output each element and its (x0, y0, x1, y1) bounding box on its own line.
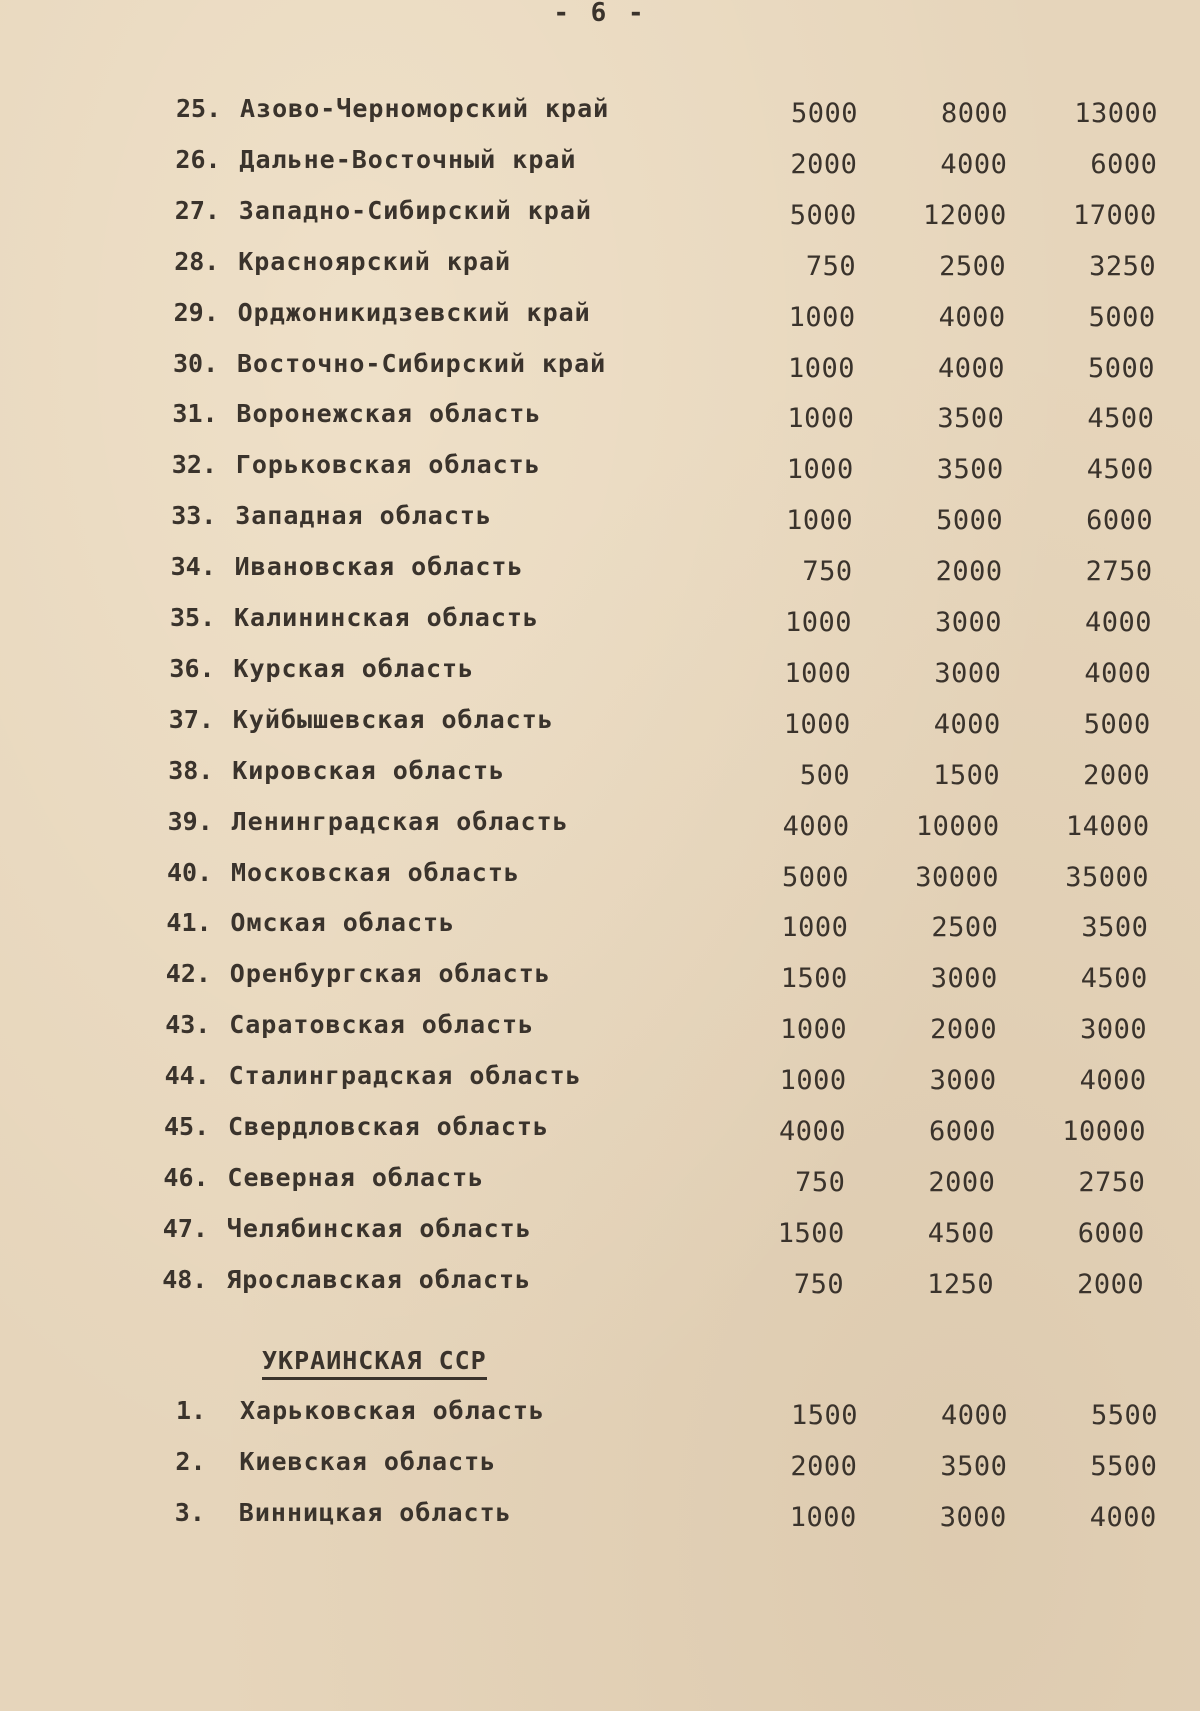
region-name: Западно-Сибирский край (238, 195, 592, 225)
value-col-2: 2000 (928, 1166, 996, 1198)
table-row (175, 196, 1175, 236)
row-number: 47. (162, 1213, 208, 1243)
value-col-2: 10000 (915, 810, 1000, 842)
region-name: Курская область (233, 653, 475, 683)
table-row (175, 1447, 1175, 1487)
row-number: 43. (165, 1010, 211, 1040)
row-number: 37. (168, 704, 214, 734)
value-col-2: 5000 (936, 505, 1004, 537)
value-col-3: 5500 (1090, 1450, 1158, 1482)
table-row (171, 552, 1171, 592)
value-col-3: 3250 (1089, 250, 1157, 282)
value-col-1: 4000 (778, 1116, 846, 1147)
table-row (163, 1163, 1163, 1203)
value-col-2: 3000 (930, 963, 998, 995)
row-number: 27. (174, 195, 220, 225)
value-col-3: 14000 (1065, 810, 1150, 842)
value-col-3: 3500 (1081, 912, 1149, 944)
region-name: Саратовская область (229, 1010, 535, 1040)
table-row (170, 603, 1170, 643)
value-col-3: 35000 (1065, 861, 1149, 893)
table-row (165, 1010, 1165, 1050)
table-row (165, 1061, 1165, 1101)
region-name: Куйбышевская область (232, 704, 554, 734)
value-col-3: 4000 (1089, 1501, 1157, 1533)
row-number: 48. (162, 1264, 208, 1294)
row-number: 46. (163, 1162, 209, 1192)
value-col-1: 1500 (790, 1400, 858, 1431)
value-col-3: 4000 (1084, 657, 1152, 689)
value-col-3: 5500 (1090, 1400, 1158, 1431)
row-number: 3. (174, 1497, 205, 1527)
row-number: 41. (166, 908, 212, 938)
row-number: 29. (173, 297, 219, 327)
value-col-3: 6000 (1086, 505, 1154, 537)
value-col-2: 3000 (934, 607, 1002, 638)
row-number: 31. (172, 399, 218, 429)
table-row (174, 298, 1174, 338)
table-row (168, 807, 1168, 847)
value-col-1: 750 (793, 1268, 845, 1300)
value-col-3: 2750 (1085, 556, 1153, 588)
value-col-2: 3500 (936, 454, 1004, 486)
table-row (166, 908, 1166, 948)
table-row (167, 858, 1167, 898)
value-col-1: 4000 (782, 810, 850, 842)
row-number: 35. (170, 603, 216, 632)
table-row (171, 501, 1171, 541)
value-col-1: 5000 (790, 98, 858, 129)
value-col-1: 1500 (780, 963, 848, 995)
region-name: Воронежская область (236, 399, 542, 429)
region-name: Орджоникидзевский край (237, 297, 591, 327)
region-name: Сталинградская область (228, 1061, 582, 1091)
region-name: Ивановская область (234, 552, 524, 582)
region-name: Дальне-Восточный край (239, 144, 577, 174)
table-row (176, 94, 1176, 134)
value-col-1: 1000 (779, 1065, 847, 1097)
value-col-1: 1000 (780, 1014, 848, 1046)
value-col-2: 3500 (937, 403, 1005, 435)
region-name: Кировская область (232, 755, 506, 785)
row-number: 1. (176, 1396, 207, 1425)
region-name: Московская область (231, 857, 520, 887)
value-col-1: 2000 (790, 148, 858, 180)
value-col-3: 4500 (1086, 454, 1154, 486)
region-name: Западная область (235, 501, 493, 531)
value-col-3: 2750 (1078, 1166, 1146, 1198)
table-row (175, 1498, 1175, 1538)
value-col-3: 2000 (1077, 1268, 1145, 1300)
value-col-2: 4500 (927, 1217, 995, 1249)
row-number: 33. (171, 501, 217, 531)
value-col-1: 5000 (781, 861, 849, 893)
value-col-3: 17000 (1073, 199, 1157, 231)
row-number: 28. (174, 246, 220, 276)
value-col-3: 4000 (1079, 1065, 1147, 1097)
value-col-2: 4000 (937, 352, 1005, 384)
region-name: Харьковская область (240, 1396, 545, 1425)
value-col-1: 5000 (789, 199, 857, 231)
table-row (166, 959, 1166, 999)
row-number: 30. (173, 348, 219, 378)
table-row (162, 1265, 1162, 1305)
table-row (172, 450, 1172, 490)
value-col-2: 4000 (940, 148, 1008, 180)
value-col-3: 13000 (1074, 98, 1158, 129)
row-number: 42. (165, 959, 211, 989)
region-name: Винницкая область (238, 1497, 512, 1527)
value-col-2: 4000 (933, 708, 1001, 740)
value-col-1: 500 (799, 759, 851, 791)
value-col-2: 1250 (927, 1268, 995, 1300)
value-col-3: 6000 (1090, 148, 1158, 180)
row-number: 39. (167, 806, 213, 836)
value-col-2: 2500 (931, 912, 999, 944)
page-number: - 6 - (553, 0, 647, 28)
region-name: Азово-Черноморский край (240, 94, 610, 123)
value-col-3: 4000 (1084, 607, 1152, 638)
value-col-2: 2500 (939, 250, 1007, 282)
value-col-1: 1000 (787, 403, 855, 435)
table-row (173, 349, 1173, 389)
value-col-2: 8000 (940, 98, 1008, 129)
region-name: Челябинская область (226, 1213, 532, 1243)
value-col-3: 4500 (1080, 963, 1148, 995)
region-name: Красноярский край (238, 246, 512, 276)
value-col-1: 1000 (784, 657, 852, 689)
value-col-3: 10000 (1062, 1116, 1146, 1147)
value-col-2: 4000 (940, 1400, 1008, 1431)
value-col-1: 1000 (781, 912, 849, 944)
value-col-3: 2000 (1083, 759, 1151, 791)
value-col-3: 3000 (1080, 1014, 1148, 1046)
row-number: 2. (175, 1446, 206, 1476)
value-col-2: 1500 (933, 759, 1001, 791)
value-col-2: 4000 (938, 301, 1006, 333)
value-col-3: 5000 (1088, 301, 1156, 333)
table-row (176, 1396, 1176, 1436)
table-row (164, 1112, 1164, 1152)
table-row (169, 654, 1169, 694)
table-row (172, 399, 1172, 439)
value-col-2: 6000 (928, 1116, 996, 1147)
value-col-3: 4500 (1087, 403, 1155, 435)
value-col-3: 5000 (1083, 708, 1151, 740)
value-col-1: 1000 (789, 1501, 857, 1533)
region-name: Оренбургская область (229, 959, 551, 989)
region-name: Ярославская область (226, 1264, 532, 1294)
region-name: Калининская область (234, 603, 539, 632)
value-col-1: 2000 (790, 1450, 858, 1482)
region-name: Северная область (227, 1162, 485, 1192)
region-name: Омская область (230, 908, 456, 938)
row-number: 40. (167, 857, 213, 887)
table-row (163, 1214, 1163, 1254)
row-number: 25. (176, 94, 222, 123)
value-col-2: 12000 (923, 199, 1007, 231)
region-name: Ленинградская область (231, 806, 569, 836)
region-name: Горьковская область (235, 450, 541, 480)
value-col-2: 3000 (934, 657, 1002, 689)
row-number: 44. (164, 1061, 210, 1091)
section-heading-ukraine: УКРАИНСКАЯ ССР (262, 1346, 487, 1380)
row-number: 36. (169, 653, 215, 683)
row-number: 32. (171, 450, 217, 480)
row-number: 34. (170, 552, 216, 582)
value-col-2: 3000 (939, 1501, 1007, 1533)
value-col-1: 750 (802, 556, 853, 588)
region-name: Киевская область (239, 1446, 497, 1476)
value-col-1: 1000 (783, 708, 851, 740)
table-row (169, 705, 1169, 745)
value-col-2: 2000 (935, 556, 1003, 588)
value-col-2: 3500 (940, 1450, 1008, 1482)
row-number: 45. (164, 1112, 210, 1141)
row-number: 26. (175, 144, 221, 174)
value-col-1: 1000 (784, 607, 852, 638)
value-col-1: 1500 (777, 1217, 845, 1249)
value-col-2: 2000 (930, 1014, 998, 1046)
region-name: Восточно-Сибирский край (237, 348, 607, 378)
value-col-2: 3000 (929, 1065, 997, 1097)
value-col-3: 5000 (1087, 352, 1155, 384)
row-number: 38. (168, 755, 214, 785)
table-row (174, 247, 1174, 287)
value-col-3: 6000 (1077, 1217, 1145, 1249)
value-col-1: 1000 (786, 505, 854, 537)
value-col-1: 1000 (786, 454, 854, 486)
value-col-1: 1000 (788, 301, 856, 333)
value-col-2: 30000 (915, 861, 999, 893)
value-col-1: 750 (805, 250, 857, 282)
value-col-1: 750 (795, 1166, 846, 1198)
table-row (168, 756, 1168, 796)
region-name: Свердловская область (228, 1112, 550, 1141)
value-col-1: 1000 (787, 352, 855, 384)
table-row (175, 145, 1175, 185)
